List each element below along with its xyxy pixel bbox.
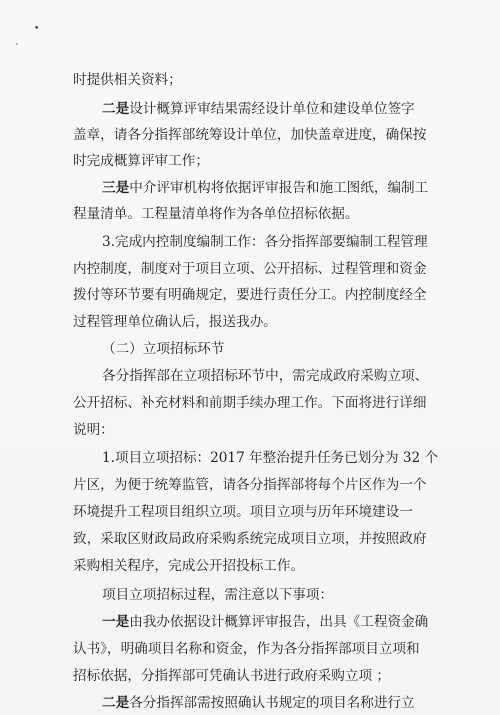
text-line: 时提供相关资料；: [73, 72, 182, 88]
text-line: 3.完成内控制度编制工作：各分指挥部要编制工程管理: [102, 234, 428, 250]
text-line: 三是中介评审机构将依据评审报告和施工图纸，编制工: [102, 180, 429, 196]
text-line: 过程管理单位确认后，报送我办。: [73, 314, 277, 330]
text-line: 片区，为便于统筹监管，请各分指挥部将每个片区作为一个: [73, 477, 427, 493]
text-line: 致，采取区财政局政府采购系统完成项目立项，并按照政府: [73, 531, 427, 547]
text-line: 二是设计概算评审结果需经设计单位和建设单位签字: [102, 101, 415, 117]
text-line: 内控制度，制度对于项目立项、公开招标、过程管理和资金: [73, 261, 427, 277]
text-line: 二是各分指挥部需按照确认书规定的项目名称进行立: [102, 695, 415, 711]
text-line: 项目立项招标过程，需注意以下事项：: [102, 587, 334, 603]
text-line: 说明：: [73, 422, 114, 438]
text-line: 认书》，明确项目名称和资金，作为各分指挥部项目立项和: [73, 641, 420, 657]
text-line: 各分指挥部在立项招标环节中，需完成政府采购立项、: [102, 368, 429, 384]
text-line: 招标依据，分指挥部可凭确认书进行政府采购立项 ；: [73, 668, 390, 684]
section-heading: （二）立项招标环节: [102, 341, 225, 357]
text-line: 一是由我办依据设计概算评审报告，出具《工程资金确: [102, 614, 429, 630]
text-line: 拨付等环节要有明确规定，要进行责任分工。内控制度经全: [73, 287, 427, 303]
text-line: 时完成概算评审工作；: [73, 153, 209, 169]
text-line: 盖章，请各分指挥部统筹设计单位，加快盖章进度，确保按: [73, 127, 427, 143]
text-line: 程量清单。工程量清单将作为各单位招标依据。: [73, 206, 359, 222]
text-line: 环境提升工程项目组织立项。项目立项与历年环境建设一: [73, 504, 413, 520]
scan-dot-mark: •: [34, 24, 40, 34]
text-line: 公开招标、补充材料和前期手续办理工作。下面将进行详细: [73, 395, 427, 411]
text-line: 1.项目立项招标：2017 年整治提升任务已划分为 32 个: [102, 450, 439, 466]
scan-tick-mark: ˋ: [15, 44, 20, 54]
text-line: 采购相关程序，完成公开招投标工作。: [73, 558, 305, 574]
